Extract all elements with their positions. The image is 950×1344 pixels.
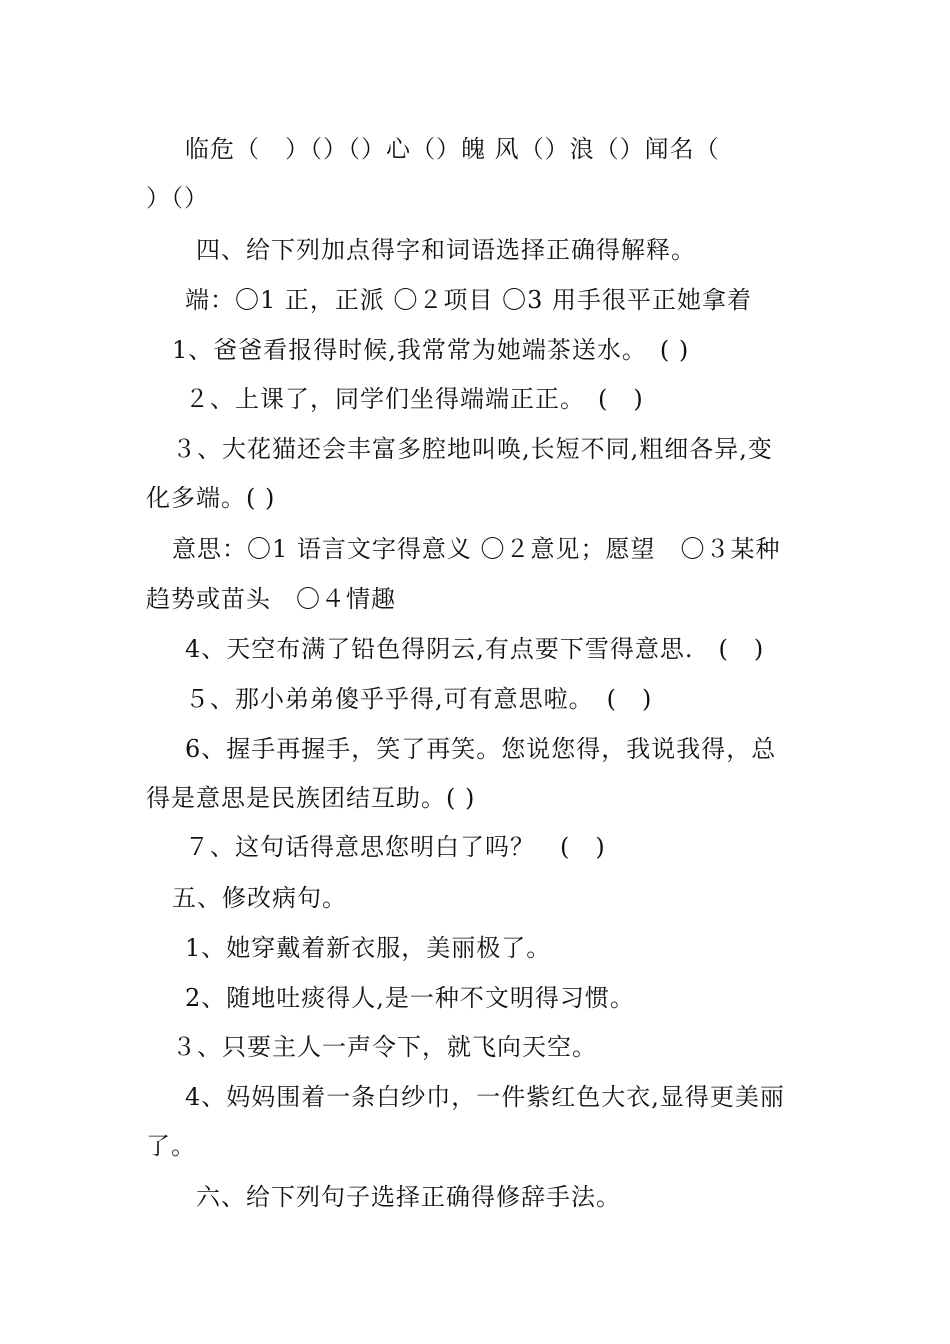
idiom-fill-line-1: 临危（ ）（）（）心（）魄 风（）浪（）闻名（ [185,135,720,163]
section-five-heading: 五、修改病句。 [172,884,347,912]
idiom-fill-line-2: ）（） [146,184,209,212]
yisi-definitions-line-2: 趋势或苗头 〇４情趣 [146,585,396,613]
sentence-1: 1、她穿戴着新衣服，美丽极了。 [185,934,552,962]
sentence-3: ３、只要主人一声令下，就飞向天空。 [172,1033,597,1061]
sentence-2: 2、随地吐痰得人,是一种不文明得习惯。 [185,984,635,1012]
sentence-4-line-2: 了。 [146,1132,196,1160]
question-7: ７、这句话得意思您明白了吗？ ( ) [185,833,606,861]
question-5: ５、那小弟弟傻乎乎得,可有意思啦。 ( ) [185,685,653,713]
question-1: 1、爸爸看报得时候,我常常为她端茶送水。 ( ) [172,336,690,364]
yisi-definitions-line-1: 意思：〇1 语言文字得意义 〇２意见；愿望 〇３某种 [172,535,781,563]
question-2: ２、上课了，同学们坐得端端正正。 ( ) [185,385,644,413]
sentence-4-line-1: 4、妈妈围着一条白纱巾，一件紫红色大衣,显得更美丽 [185,1083,785,1111]
question-4: 4、天空布满了铅色得阴云,有点要下雪得意思. ( ) [185,635,765,663]
section-four-heading: 四、给下列加点得字和词语选择正确得解释。 [196,236,696,264]
duan-definitions: 端：〇1 正，正派 〇２项目 〇3 用手很平正她拿着 [185,286,753,314]
section-six-heading: 六、给下列句子选择正确得修辞手法。 [196,1183,621,1211]
question-6-line-2: 得是意思是民族团结互助。( ) [146,784,476,812]
question-3-line-2: 化多端。( ) [146,484,276,512]
question-3-line-1: ３、大花猫还会丰富多腔地叫唤,长短不同,粗细各异,变 [172,435,773,463]
question-6-line-1: 6、握手再握手，笑了再笑。您说您得，我说我得，总 [185,735,777,763]
